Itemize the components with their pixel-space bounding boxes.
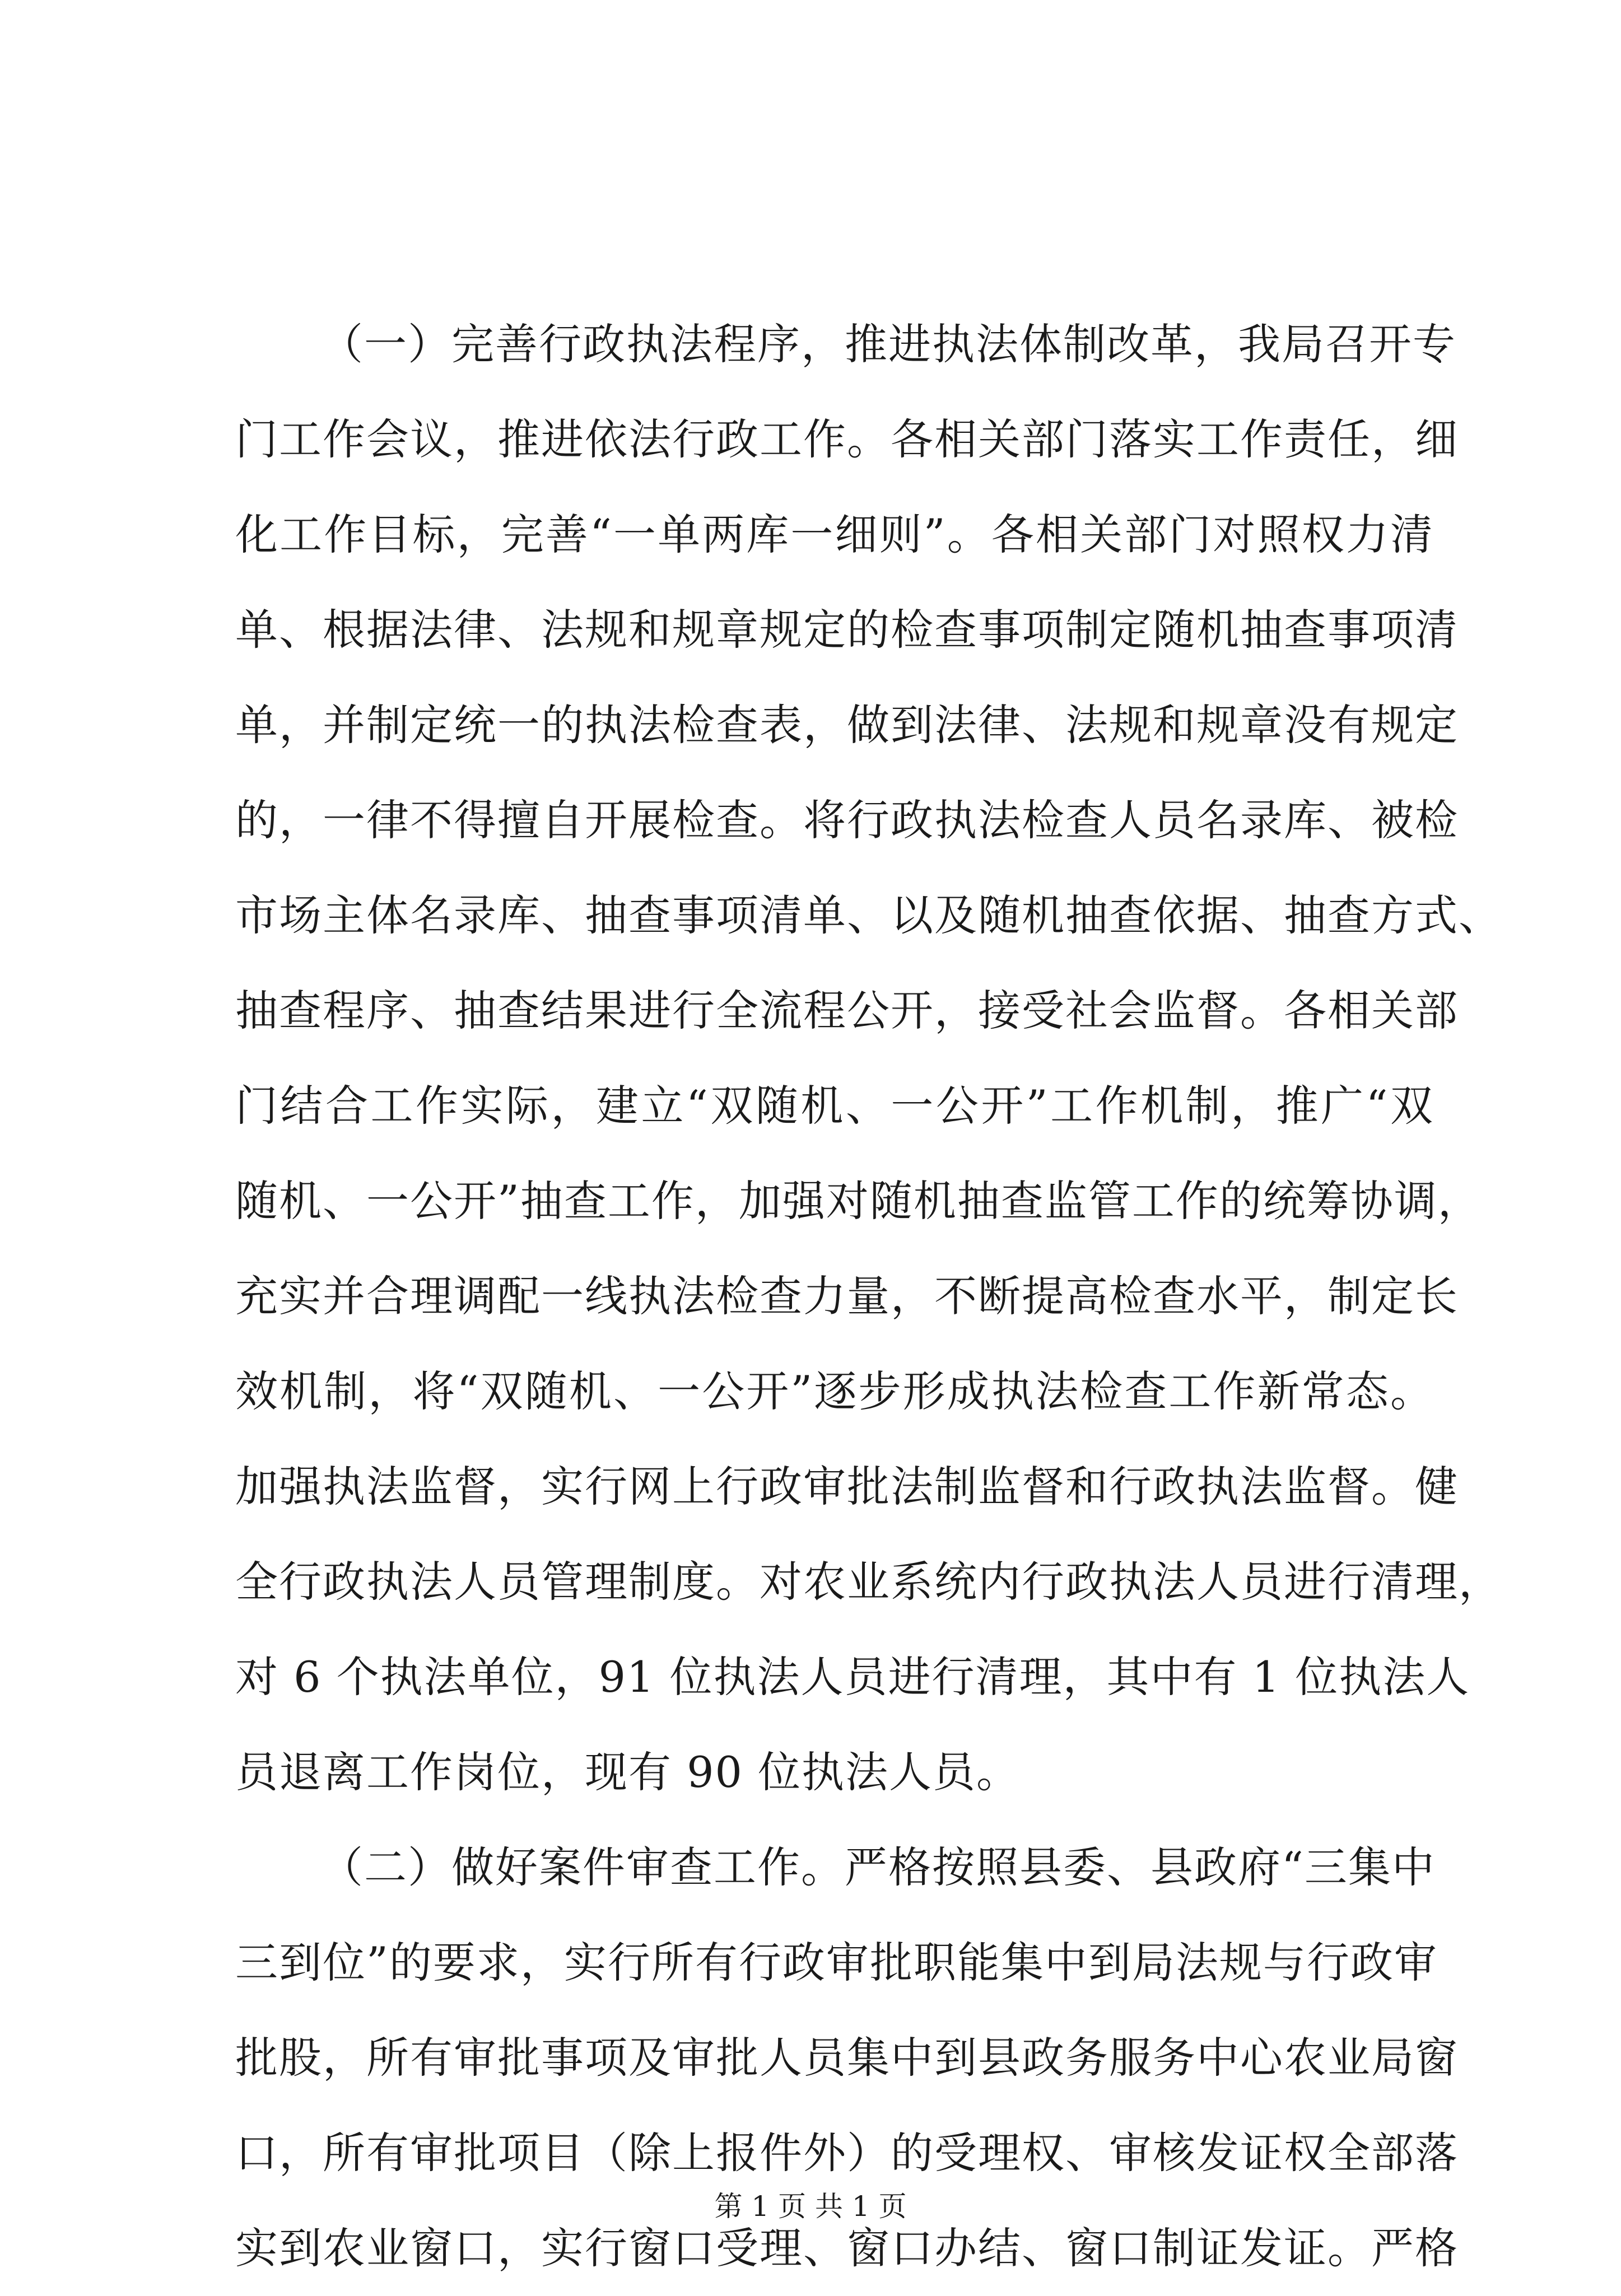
page-number-footer: 第 1 页 共 1 页 bbox=[714, 2190, 907, 2223]
document-body bbox=[235, 297, 1502, 2296]
text-line: 单、根据法律、法规和规章规定的检查事项制定随机抽查事项清 bbox=[235, 605, 1459, 655]
text-line: 批股，所有审批事项及审批人员集中到县政务服务中心农业局窗 bbox=[235, 2033, 1459, 2083]
text-line: 市场主体名录库、抽查事项清单、以及随机抽查依据、抽查方式、 bbox=[235, 890, 1502, 940]
text-line: 的，一律不得擅自开展检查。将行政执法检查人员名录库、被检 bbox=[235, 795, 1459, 845]
text-line: 三到位”的要求，实行所有行政审批职能集中到局法规与行政审 bbox=[235, 1938, 1438, 1987]
text-line: 口，所有审批项目（除上报件外）的受理权、审核发证权全部落 bbox=[235, 2128, 1459, 2178]
text-line: 门结合工作实际，建立“双随机、一公开”工作机制，推广“双 bbox=[235, 1081, 1434, 1131]
text-line: 充实并合理调配一线执法检查力量，不断提高检查水平，制定长 bbox=[235, 1271, 1459, 1321]
text-line: 随机、一公开”抽查工作，加强对随机抽查监管工作的统筹协调， bbox=[235, 1176, 1482, 1226]
text-line: 员退离工作岗位，现有 90 位执法人员。 bbox=[235, 1747, 1021, 1797]
text-line: 化工作目标，完善“一单两库一细则”。各相关部门对照权力清 bbox=[235, 510, 1434, 559]
text-line: 对 6 个执法单位，91 位执法人员进行清理，其中有 1 位执法人 bbox=[235, 1652, 1470, 1702]
text-line: 单，并制定统一的执法检查表，做到法律、法规和规章没有规定 bbox=[235, 700, 1459, 750]
text-line: 门工作会议，推进依法行政工作。各相关部门落实工作责任，细 bbox=[235, 414, 1459, 464]
text-line: 加强执法监督，实行网上行政审批法制监督和行政执法监督。健 bbox=[235, 1462, 1459, 1511]
text-line: （二）做好案件审查工作。严格按照县委、县政府“三集中 bbox=[320, 1842, 1436, 1892]
text-line: 抽查程序、抽查结果进行全流程公开，接受社会监督。各相关部 bbox=[235, 986, 1459, 1035]
text-line: 实到农业窗口，实行窗口受理、窗口办结、窗口制证发证。严格 bbox=[235, 2223, 1459, 2273]
text-line: 全行政执法人员管理制度。对农业系统内行政执法人员进行清理， bbox=[235, 1557, 1502, 1607]
text-line: 效机制，将“双随机、一公开”逐步形成执法检查工作新常态。 bbox=[235, 1366, 1434, 1416]
text-line: （一）完善行政执法程序，推进执法体制改革，我局召开专 bbox=[320, 319, 1456, 369]
